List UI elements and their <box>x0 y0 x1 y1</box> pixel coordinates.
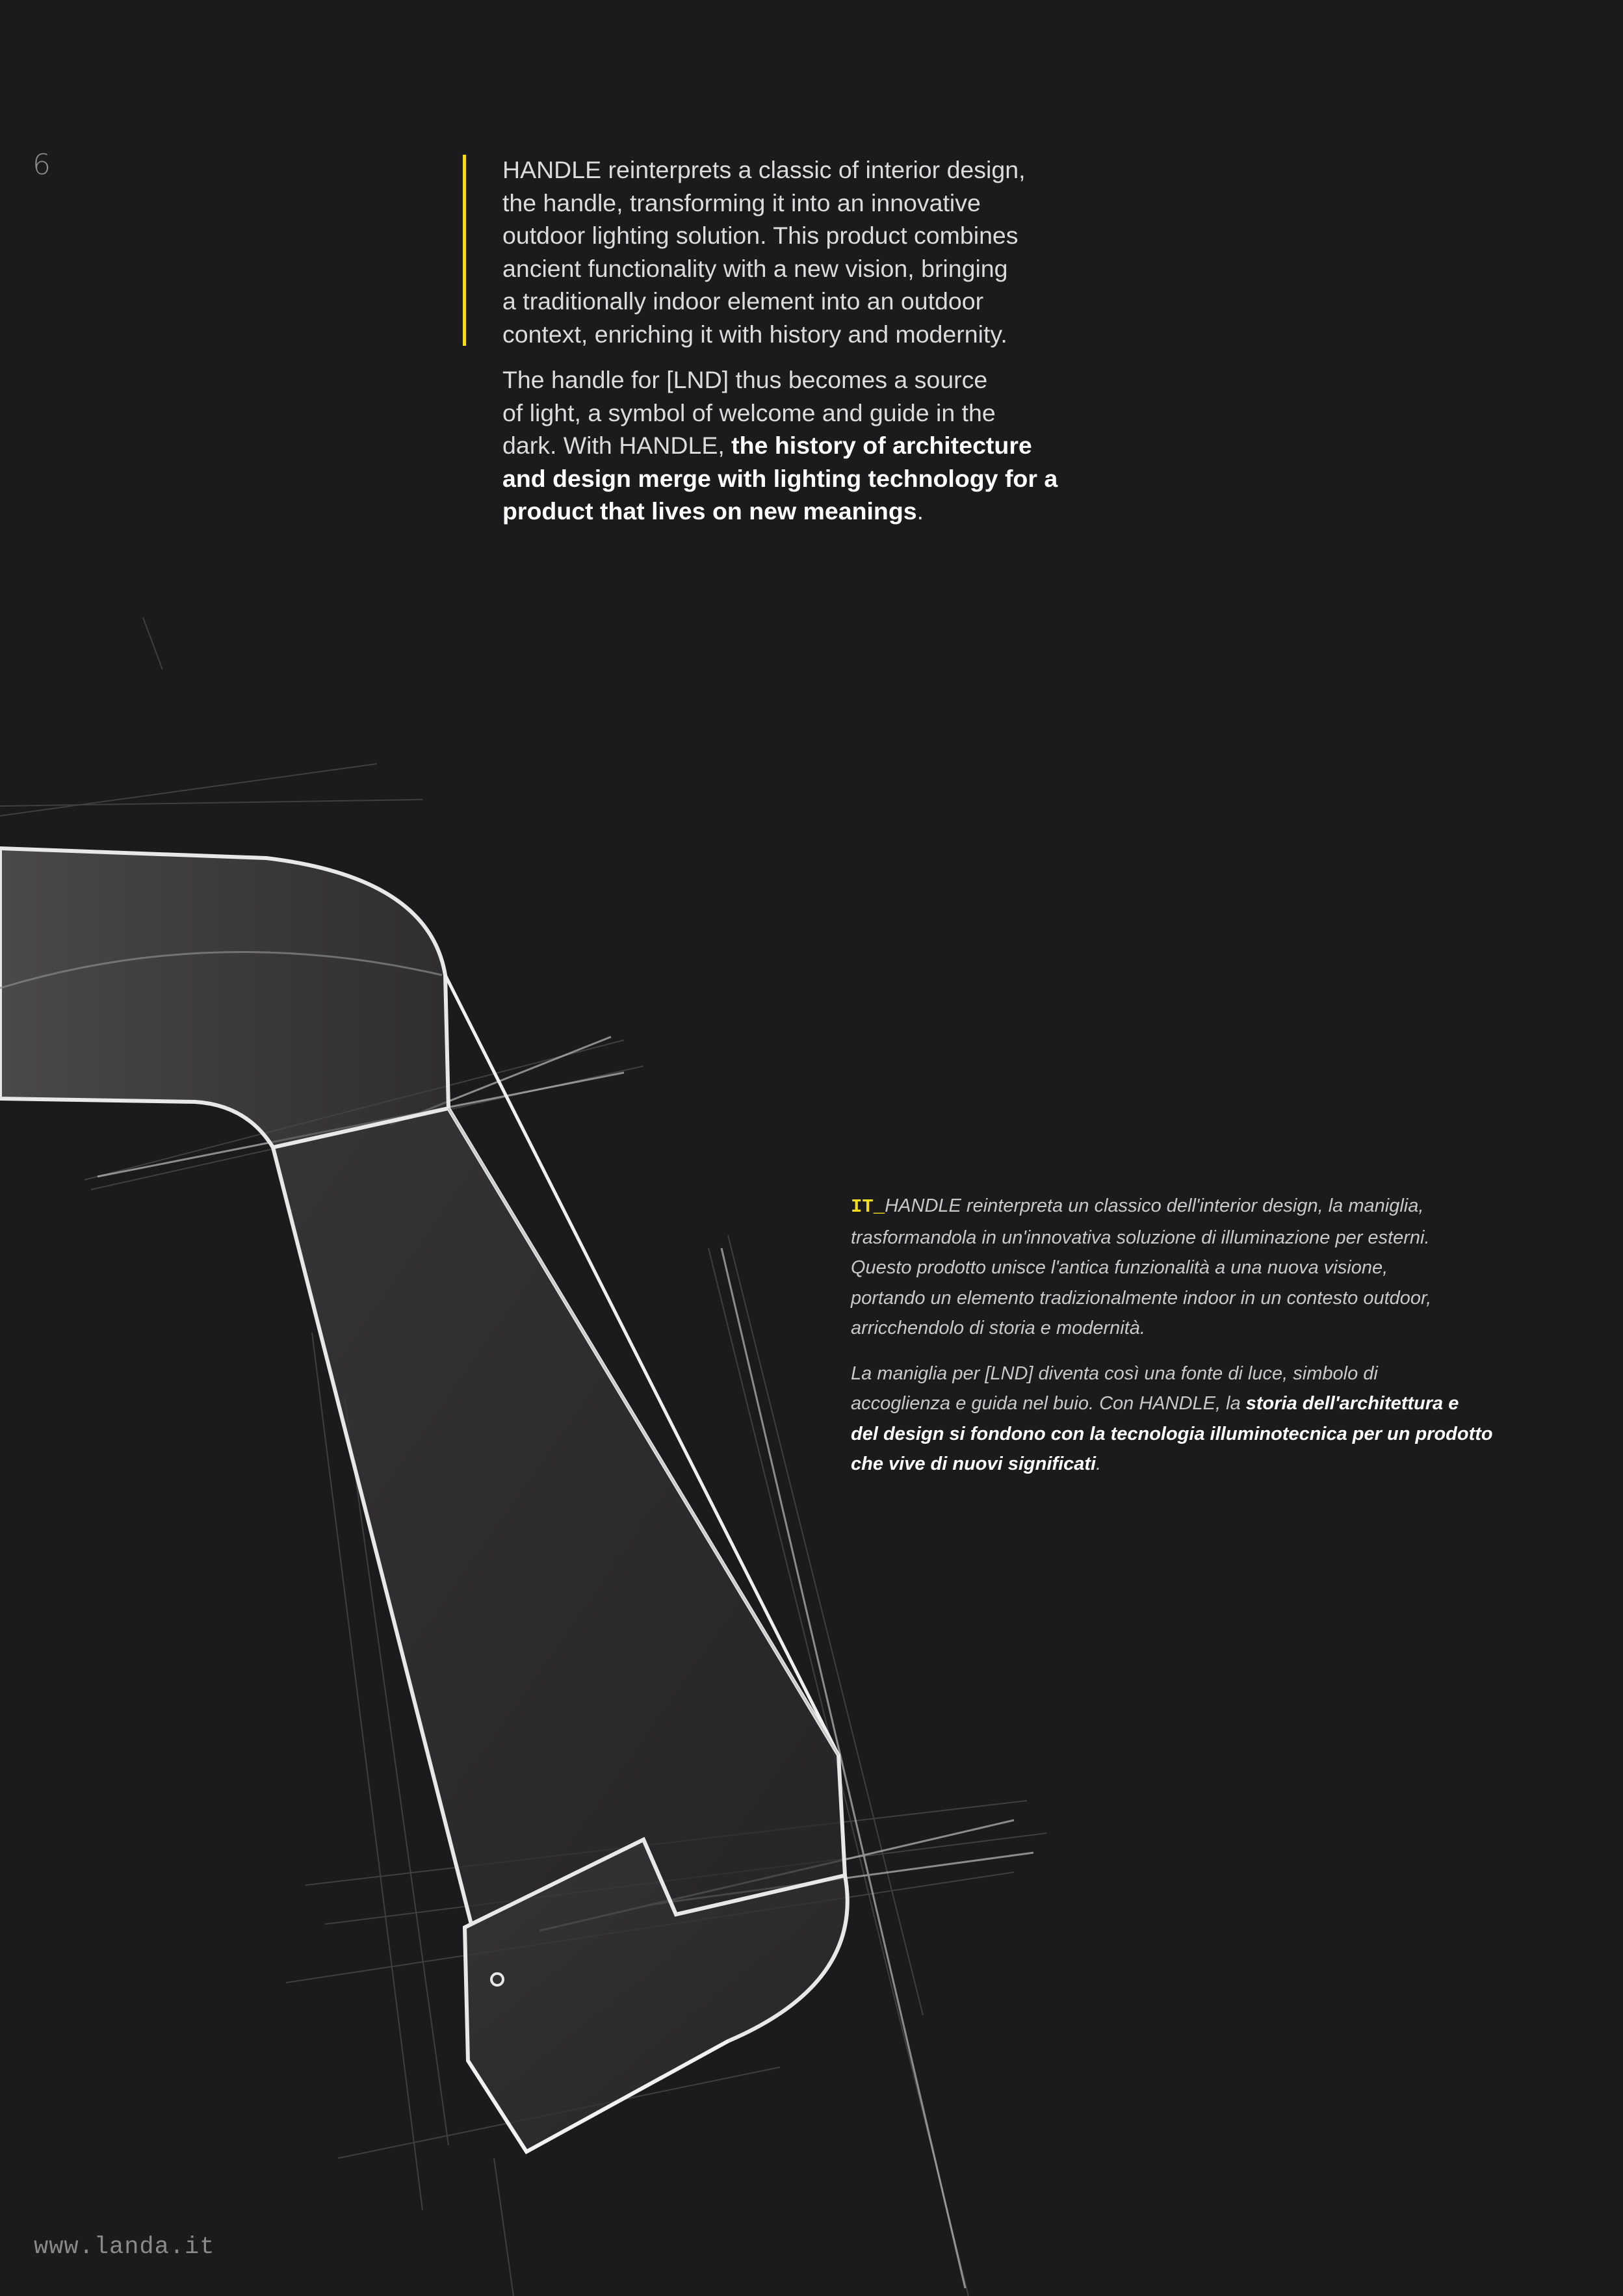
english-text-block <box>463 153 1087 528</box>
page-number: 6 <box>32 148 51 181</box>
english-paragraph-2 <box>502 363 1087 528</box>
italian-text-block <box>851 1191 1533 1480</box>
accent-bar <box>463 155 466 346</box>
italian-paragraph-1-text: HANDLE reinterpreta un classico dell'interior design, la maniglia, trasformandola in un'innovativa soluzione di illuminazione per esterni. Questo prodotto unisce l'antica funzionalità a una nuova visione, portando un elemento tradizionalmente indoor in un contesto outdoor, arricchendolo di storia e modernità. <box>851 1195 1432 1338</box>
english-paragraph-1: HANDLE reinterprets a classic of interior design, the handle, transforming it into an innovative outdoor lighting solution. This product combines ancient functionality with a new vision, bringing a traditionally indoor element into an outdoor context, enriching it with history and modernity. <box>502 156 1026 348</box>
italian-paragraph-1 <box>851 1191 1533 1344</box>
english-paragraph-2-lead: The handle for [LND] thus becomes a source of light, a symbol of welcome and guide in the dark. With HANDLE, <box>502 366 996 459</box>
italian-paragraph-2-emphasis: storia dell'architettura e del design si fondono con la tecnologia illuminotecnica per un prodotto che vive di nuovi significati <box>851 1393 1493 1474</box>
italian-paragraph-2-end: . <box>1096 1454 1102 1474</box>
italian-paragraph-2-lead: La maniglia per [LND] diventa così una fonte di luce, simbolo di accoglienza e guida nel buio. Con HANDLE, la <box>851 1363 1378 1414</box>
english-paragraph-2-end: . <box>916 497 924 525</box>
english-paragraph-2-emphasis: the history of architecture and design merge with lighting technology for a product that lives on new meanings <box>502 432 1058 525</box>
website-link[interactable]: www.landa.it <box>34 2234 215 2261</box>
italian-paragraph-2 <box>851 1359 1533 1480</box>
language-tag: IT_ <box>851 1196 885 1218</box>
